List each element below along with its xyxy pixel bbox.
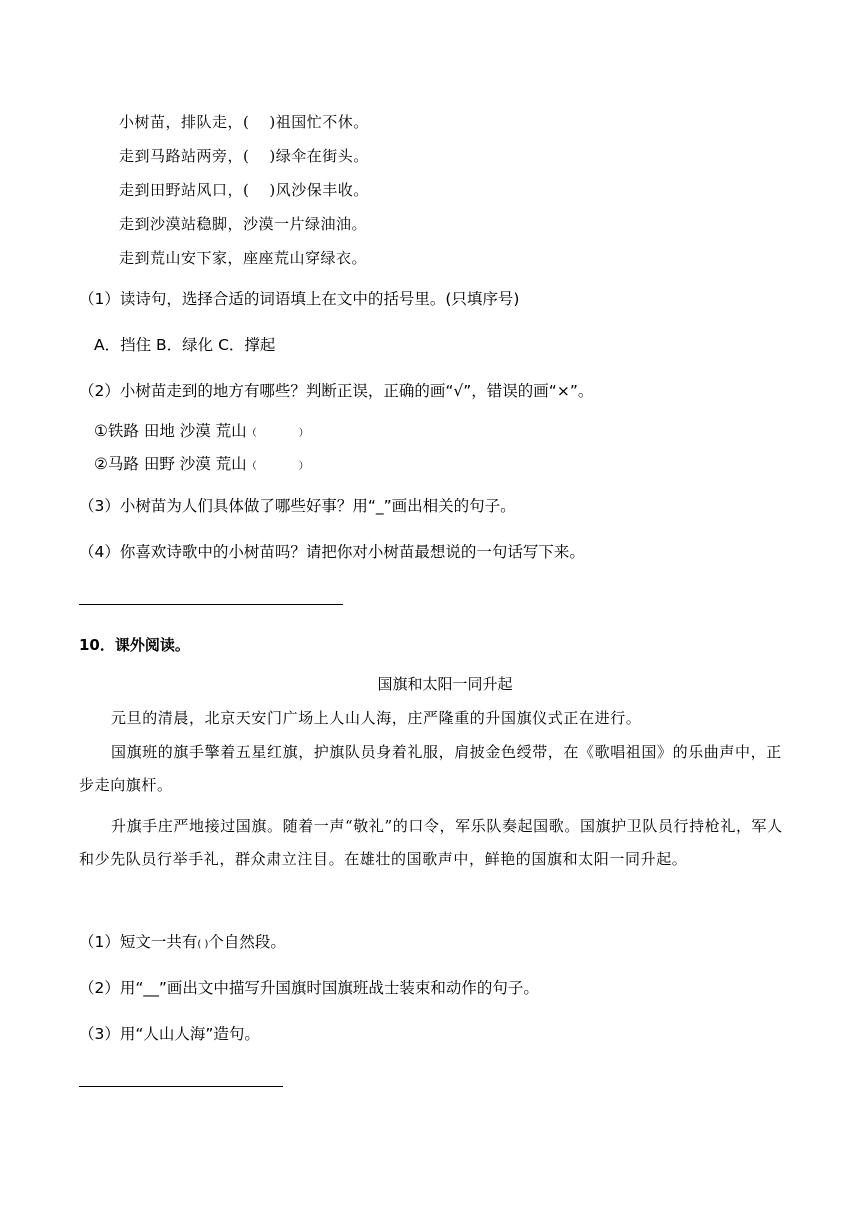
q9-options: A．挡住 B．绿化 C．撑起 [94,336,276,354]
article-paragraph-2: 国旗班的旗手擎着五星红旗，护旗队员身着礼服，肩披金色绶带，在《歌唱祖国》的乐曲声中，正步走向旗杆。 [79,743,782,794]
q10-sub1-text-start: （1）短文一共有 [79,933,198,951]
q9-sub1: （1）读诗句，选择合适的词语填上在文中的括号里。(只填序号) [79,290,520,308]
q9-sub4: （4）你喜欢诗歌中的小树苗吗？请把你对小树苗最想说的一句话写下来。 [79,543,585,561]
q9-item-2-text: ②马路 田野 沙漠 荒山 [94,455,247,473]
q9-answer-line[interactable] [79,604,343,605]
poem-line-1-end: )祖国忙不休。 [269,113,369,131]
q10-sub2: （2）用“__”画出文中描写升国旗时国旗班战士装束和动作的句子。 [79,979,539,997]
q9-item-1-paren-close: ） [298,428,309,439]
q10-sub1-answer-blank[interactable]: ( ) [197,939,209,950]
q10-title: 10．课外阅读。 [79,636,190,654]
poem-line-2-start: 走到马路站两旁，( [119,147,250,165]
q10-sub1-text-end: 个自然段。 [208,933,286,951]
poem-line-2 [119,146,369,166]
q9-sub3: （3）小树苗为人们具体做了哪些好事？用“_”画出相关的句子。 [79,497,516,515]
poem-line-3-start: 走到田野站风口，( [119,181,250,199]
poem-line-1-start: 小树苗，排队走，( [119,113,250,131]
q9-sub2: （2）小树苗走到的地方有哪些？判断正误，正确的画“√”，错误的画“×”。 [79,382,594,400]
q9-item-2-paren-open: （ [246,461,257,472]
poem-line-1 [119,112,369,132]
q10-sub1 [79,931,286,956]
article-title: 国旗和太阳一同升起 [377,675,513,693]
poem-line-2-end: )绿伞在街头。 [269,147,369,165]
poem-line-4: 走到沙漠站稳脚，沙漠一片绿油油。 [119,215,368,233]
q9-item-1 [94,420,309,445]
article-paragraph-1: 元旦的清晨，北京天安门广场上人山人海，庄严隆重的升国旗仪式正在进行。 [111,709,642,727]
q9-item-2 [94,453,309,478]
poem-line-3-end: )风沙保丰收。 [269,181,369,199]
q10-sub3: （3）用“人山人海”造句。 [79,1025,260,1043]
q9-item-1-text: ①铁路 田地 沙漠 荒山 [94,422,247,440]
q10-answer-line[interactable] [79,1086,283,1087]
poem-line-3 [119,180,369,200]
article-paragraph-3: 升旗手庄严地接过国旗。随着一声“敬礼”的口令，军乐队奏起国歌。国旗护卫队员行持枪礼，军人和少先队员行举手礼，群众肃立注目。在雄壮的国歌声中，鲜艳的国旗和太阳一同升起。 [79,817,783,868]
poem-line-5: 走到荒山安下家，座座荒山穿绿衣。 [119,249,368,267]
q9-item-2-paren-close: ） [298,461,309,472]
q9-item-1-paren-open: （ [246,428,257,439]
